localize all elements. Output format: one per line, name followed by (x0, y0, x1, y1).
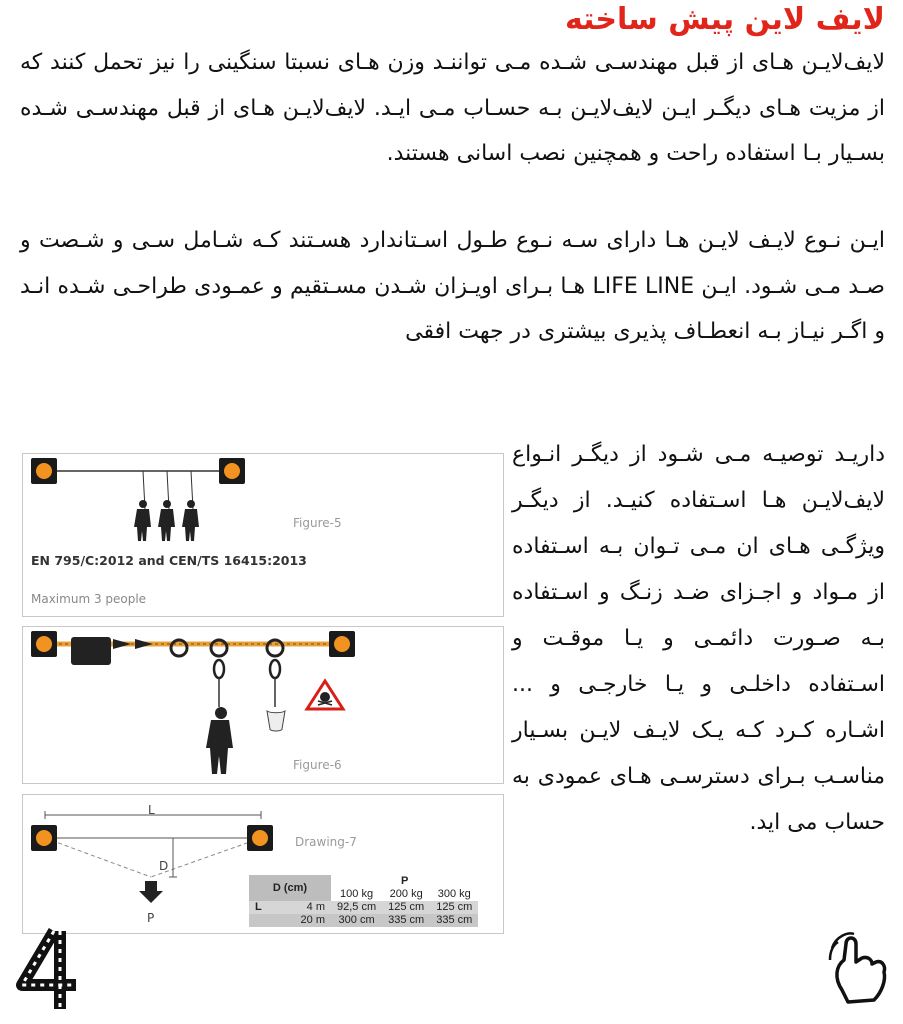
page-number (14, 925, 84, 1019)
paragraph-features: داریـد توصیـه مـی شـود از دیگـر انـواع لایف‌لایـن هـا اسـتفاده کنیـد. از دیگـر ویژگـی هـای ان مـی تـوان بـه اسـتفاده از مـواد و اجـزای ضـد زنـگ و اسـتفاده بـه صـورت دائمـی و یـا موقـت و اسـتفاده داخلـی و یـا خارجـی و ... اشـاره کـرد کـه یـک لایـف لایـن بسـیار مناسـب بـرای دسترسـی هـای عمودی به حساب می اید. (512, 442, 885, 835)
pointing-hand-icon (828, 930, 888, 1010)
table-row-header (249, 901, 331, 914)
paragraph-intro: لایف‌لایـن هـای از قبل مهندسـی شـده مـی تواننـد وزن هـای نسبتا سنگینی را نیز تحمل کنند که از مزیت هـای دیگـر ایـن لایف‌لایـن بـه حسـاب مـی ایـد. لایف‌لایـن هـای از قبل مهندسـی شـده بسـیار بـا استفاده راحت و همچنین نصب اسانی هستند. (20, 50, 885, 166)
table-corner: D (cm) (249, 875, 331, 901)
danger-skull-icon (307, 681, 343, 709)
table-row-header-label: L (255, 901, 262, 913)
figure-6-label: Figure-6 (293, 758, 342, 772)
standard-text: EN 795/C:2012 and CEN/TS 16415:2013 (31, 553, 307, 568)
table-cell: 335 cm (436, 914, 473, 926)
table-cell: 125 cm (388, 901, 425, 913)
table-cell: 300 cm (338, 914, 375, 926)
figure-6-illustration (23, 627, 503, 783)
load-arrow-icon (139, 881, 163, 903)
span-label: L (148, 803, 155, 817)
table-load: 100 kg (340, 888, 374, 900)
table-length: 4 m (306, 901, 325, 913)
anchor-right-icon (329, 631, 355, 657)
figure-5 (22, 453, 504, 617)
anchor-left-icon (31, 825, 57, 851)
anchor-left-icon (31, 458, 57, 484)
table-length: 20 m (300, 914, 325, 926)
table-cell: 92,5 cm (337, 901, 377, 913)
sag-label: D (159, 859, 169, 873)
figure-5-label: Figure-5 (293, 516, 342, 530)
worker-figures (134, 471, 199, 541)
bucket (267, 711, 285, 731)
sag-table (249, 875, 478, 927)
table-load-header: P (400, 875, 409, 887)
anchor-left-icon (31, 631, 57, 657)
paragraph-lengths: ایـن نـوع لایـف لایـن هـا دارای سـه نـوع طـول اسـتاندارد هسـتند کـه شـامل سـی و شـصت و صـد مـی شـود. ایـن LIFE LINE هـا بـرای اویـزان شـدن مسـتقیم و عمـودی طراحـی شـده انـد و اگـر نیـاز بـه انعطـاف پذیری بیشتری در جهت افقی (20, 228, 885, 344)
drawing-7 (22, 794, 504, 934)
table-cell: 335 cm (388, 914, 425, 926)
capacity-text: Maximum 3 people (31, 592, 147, 606)
page-number-glyph (14, 925, 84, 1015)
page-title: لایف لاین پیش ساخته (564, 2, 885, 37)
worker-figure (206, 707, 233, 774)
table-cell: 125 cm (436, 901, 473, 913)
energy-absorber (71, 637, 111, 665)
anchor-right-icon (247, 825, 273, 851)
table-load: 200 kg (389, 888, 423, 900)
anchor-right-icon (219, 458, 245, 484)
table-load: 300 kg (437, 888, 471, 900)
load-label: P (147, 911, 155, 925)
figure-6 (22, 626, 504, 784)
drawing-7-label: Drawing-7 (295, 835, 357, 849)
